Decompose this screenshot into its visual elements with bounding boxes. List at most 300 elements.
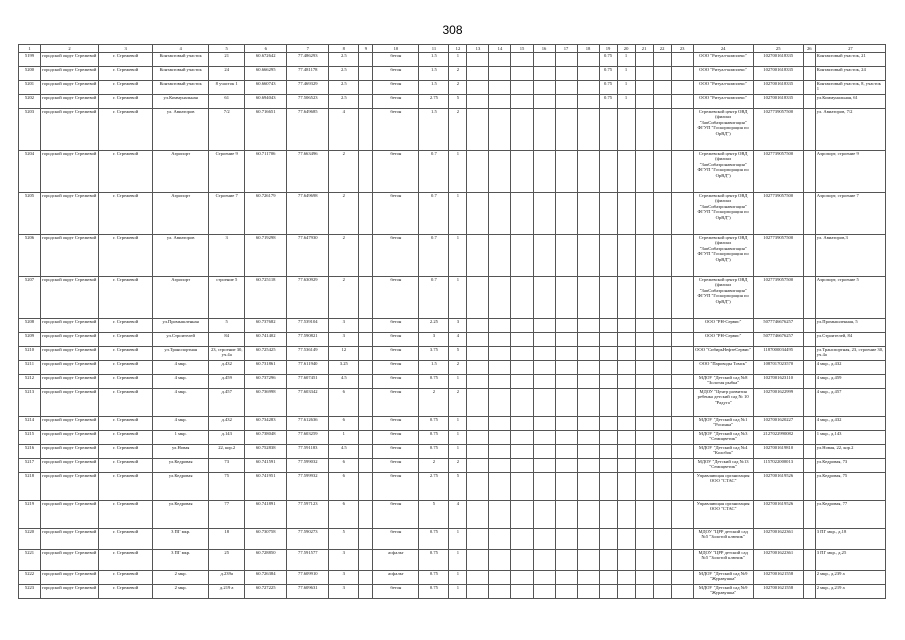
table-cell: 60.752838: [245, 445, 287, 459]
table-cell: 0.75: [599, 95, 617, 109]
table-cell: [533, 333, 555, 347]
table-cell: 1027001619526: [753, 473, 803, 501]
table-cell: [671, 109, 693, 151]
table-cell: [359, 333, 373, 347]
table-cell: [653, 67, 671, 81]
column-header: 11: [419, 45, 449, 53]
table-cell: 5220: [19, 529, 41, 550]
table-cell: [511, 95, 533, 109]
table-cell: 77.603259: [287, 431, 329, 445]
table-cell: 1027001622361: [753, 550, 803, 571]
table-cell: 5202: [19, 95, 41, 109]
table-cell: [359, 389, 373, 417]
table-cell: [671, 319, 693, 333]
table-cell: 60.716651: [245, 109, 287, 151]
table-cell: 1: [617, 53, 635, 67]
table-cell: бетон: [373, 389, 419, 417]
table-cell: г. Стрежевой: [99, 361, 153, 375]
table-cell: 5201: [19, 81, 41, 95]
table-cell: [555, 151, 577, 193]
table-cell: 12: [329, 347, 359, 361]
table-cell: г. Стрежевой: [99, 445, 153, 459]
table-cell: 77.649685: [287, 109, 329, 151]
column-header: 1: [19, 45, 41, 53]
table-cell: 60.741891: [245, 501, 287, 529]
table-cell: [577, 389, 599, 417]
table-cell: 60.731861: [245, 361, 287, 375]
table-cell: [467, 109, 489, 151]
table-cell: 5206: [19, 235, 41, 277]
table-cell: асфальт: [373, 571, 419, 585]
table-cell: 3: [329, 319, 359, 333]
table-cell: городской округ Стрежевой: [41, 235, 99, 277]
table-cell: Строение 7: [209, 193, 245, 235]
table-cell: [803, 95, 815, 109]
table-cell: 2.25: [419, 319, 449, 333]
table-cell: 1027001622361: [753, 529, 803, 550]
table-cell: [635, 319, 653, 333]
table-cell: 0.75: [419, 445, 449, 459]
table-cell: 84: [209, 333, 245, 347]
table-cell: [635, 501, 653, 529]
table-cell: 75: [209, 473, 245, 501]
column-header: 14: [489, 45, 511, 53]
table-cell: [577, 459, 599, 473]
table-cell: 1027739057500: [753, 109, 803, 151]
table-cell: [533, 109, 555, 151]
table-cell: [599, 585, 617, 599]
table-cell: [533, 585, 555, 599]
table-cell: 77.599032: [287, 459, 329, 473]
table-cell: МДОУ "Детский сад №9 "Журавушка": [693, 571, 753, 585]
table-cell: Аэропорт: [153, 277, 209, 319]
table-cell: 1027739057500: [753, 151, 803, 193]
table-cell: 60.672642: [245, 53, 287, 67]
table-cell: [359, 109, 373, 151]
table-cell: [467, 431, 489, 445]
table-cell: [671, 550, 693, 571]
table-cell: [359, 95, 373, 109]
table-cell: городской округ Стрежевой: [41, 277, 99, 319]
table-cell: [671, 347, 693, 361]
table-cell: [617, 375, 635, 389]
table-row: [19, 151, 886, 193]
table-cell: ООО "Ритуал-комплекс": [693, 81, 753, 95]
table-cell: Стрежевской центр ОВД (филиал "ЗапСибаэронавигация" ФГУП "Госкорпорация по ОрВД"): [693, 193, 753, 235]
table-cell: [617, 151, 635, 193]
table-cell: ул.Кедровая, 73: [815, 459, 885, 473]
table-cell: городской округ Стрежевой: [41, 550, 99, 571]
table-cell: г. Стрежевой: [99, 277, 153, 319]
table-cell: [489, 375, 511, 389]
table-cell: [617, 431, 635, 445]
table-cell: [467, 459, 489, 473]
table-cell: [653, 81, 671, 95]
table-cell: [671, 95, 693, 109]
column-header: 17: [555, 45, 577, 53]
table-cell: г. Стрежевой: [99, 81, 153, 95]
table-cell: [635, 459, 653, 473]
table-cell: 24: [209, 67, 245, 81]
table-cell: 6: [329, 389, 359, 417]
table-cell: 2: [449, 459, 467, 473]
table-cell: г. Стрежевой: [99, 193, 153, 235]
table-cell: [617, 235, 635, 277]
table-cell: МДОУ "Детский сад №13 "Семицветик": [693, 459, 753, 473]
table-cell: 61: [209, 95, 245, 109]
table-cell: 77.536149: [287, 347, 329, 361]
table-cell: 2: [329, 151, 359, 193]
table-cell: г. Стрежевой: [99, 95, 153, 109]
table-cell: [577, 431, 599, 445]
table-cell: [359, 277, 373, 319]
table-cell: 2 мкр., д.239 а: [815, 571, 885, 585]
table-row: [19, 81, 886, 95]
table-cell: [653, 193, 671, 235]
table-cell: [467, 67, 489, 81]
table-cell: [803, 431, 815, 445]
table-cell: [467, 445, 489, 459]
table-cell: [617, 277, 635, 319]
table-cell: городской округ Стрежевой: [41, 361, 99, 375]
table-cell: 1: [449, 431, 467, 445]
table-cell: МДОУ "Детский сад №9 "Журавушка": [693, 585, 753, 599]
table-cell: [635, 529, 653, 550]
table-cell: бетон: [373, 445, 419, 459]
table-cell: [359, 459, 373, 473]
table-cell: 1: [449, 193, 467, 235]
table-cell: [555, 459, 577, 473]
table-cell: [577, 319, 599, 333]
table-cell: г. Стрежевой: [99, 319, 153, 333]
table-cell: городской округ Стрежевой: [41, 501, 99, 529]
column-header: 20: [617, 45, 635, 53]
table-cell: [635, 333, 653, 347]
table-cell: Контактовый участок: [153, 53, 209, 67]
table-cell: [359, 473, 373, 501]
table-cell: 1: [617, 67, 635, 81]
table-cell: [617, 109, 635, 151]
table-cell: [635, 571, 653, 585]
table-cell: г. Стрежевой: [99, 235, 153, 277]
table-cell: 0.75: [599, 81, 617, 95]
table-cell: 77.647930: [287, 235, 329, 277]
table-cell: МДОУ "Детский сад №4 "Колобок": [693, 445, 753, 459]
table-cell: бетон: [373, 431, 419, 445]
table-cell: [635, 109, 653, 151]
table-cell: 4 мкр., д.457: [815, 389, 885, 417]
table-cell: [653, 417, 671, 431]
table-cell: [555, 347, 577, 361]
table-cell: [359, 501, 373, 529]
table-cell: 3 ПГ мкр., д.18: [815, 529, 885, 550]
table-cell: [653, 473, 671, 501]
table-cell: 5214: [19, 417, 41, 431]
table-cell: ул.Новая, 22, кор.2: [815, 445, 885, 459]
table-cell: [555, 473, 577, 501]
table-cell: [359, 431, 373, 445]
table-cell: 5215: [19, 431, 41, 445]
table-cell: [555, 431, 577, 445]
table-cell: 4 мкр.: [153, 375, 209, 389]
table-cell: [489, 319, 511, 333]
table-cell: [599, 151, 617, 193]
table-cell: [533, 501, 555, 529]
column-header: 15: [511, 45, 533, 53]
table-cell: городской округ Стрежевой: [41, 333, 99, 347]
table-cell: [803, 445, 815, 459]
table-cell: [467, 585, 489, 599]
table-cell: 21: [209, 53, 245, 67]
table-cell: [803, 81, 815, 95]
column-header: 18: [577, 45, 599, 53]
table-cell: [577, 95, 599, 109]
table-cell: Контактовый участок, 24: [815, 67, 885, 81]
table-cell: 77.612636: [287, 417, 329, 431]
table-cell: 1027739057500: [753, 235, 803, 277]
table-cell: 0.7: [419, 193, 449, 235]
table-cell: [511, 81, 533, 95]
table-cell: [489, 53, 511, 67]
table-cell: ООО "Пароводы Томск": [693, 361, 753, 375]
table-cell: ул. Авиаторов: [153, 235, 209, 277]
table-cell: [577, 361, 599, 375]
table-cell: 2 мкр.: [153, 585, 209, 599]
table-cell: городской округ Стрежевой: [41, 571, 99, 585]
table-cell: 1: [449, 571, 467, 585]
table-cell: городской округ Стрежевой: [41, 459, 99, 473]
table-cell: 3 ПГ мкр.: [153, 529, 209, 550]
table-cell: д.432: [209, 361, 245, 375]
table-cell: ООО "Ритуал-комплекс": [693, 53, 753, 67]
table-cell: 1027001618335: [753, 67, 803, 81]
table-cell: [489, 361, 511, 375]
table-cell: бетон: [373, 319, 419, 333]
table-cell: бетон: [373, 375, 419, 389]
table-cell: 1: [449, 277, 467, 319]
table-cell: г. Стрежевой: [99, 459, 153, 473]
table-cell: 1027001620227: [753, 417, 803, 431]
table-cell: [533, 53, 555, 67]
table-cell: бетон: [373, 473, 419, 501]
column-header: 12: [449, 45, 467, 53]
table-cell: 77.591577: [287, 550, 329, 571]
table-cell: [467, 571, 489, 585]
table-cell: г. Стрежевой: [99, 389, 153, 417]
table-cell: [803, 417, 815, 431]
table-cell: 0.75: [599, 53, 617, 67]
table-cell: г. Стрежевой: [99, 347, 153, 361]
table-cell: [577, 151, 599, 193]
table-cell: [617, 473, 635, 501]
table-row: [19, 473, 886, 501]
table-cell: бетон: [373, 585, 419, 599]
table-cell: [359, 193, 373, 235]
table-cell: городской округ Стрежевой: [41, 53, 99, 67]
table-cell: 25: [209, 550, 245, 571]
table-cell: Контактовый участок: [153, 81, 209, 95]
table-cell: 1: [449, 585, 467, 599]
table-cell: [577, 550, 599, 571]
column-header: 27: [815, 45, 885, 53]
table-cell: ул. Авиаторов, 7/2: [815, 109, 885, 151]
table-cell: 1027001619810: [753, 445, 803, 459]
table-cell: [533, 235, 555, 277]
table-cell: г. Стрежевой: [99, 585, 153, 599]
table-cell: [599, 501, 617, 529]
table-cell: 77: [209, 501, 245, 529]
table-cell: [533, 550, 555, 571]
table-cell: 2: [449, 389, 467, 417]
table-cell: [467, 550, 489, 571]
table-cell: [599, 445, 617, 459]
table-cell: [653, 445, 671, 459]
table-cell: [511, 347, 533, 361]
table-cell: [511, 501, 533, 529]
table-cell: [803, 235, 815, 277]
table-cell: 77.597123: [287, 501, 329, 529]
table-cell: 4: [449, 333, 467, 347]
table-row: [19, 235, 886, 277]
table-cell: 77.486293: [287, 53, 329, 67]
table-cell: 23, строение 30, уч.4а: [209, 347, 245, 361]
table-cell: [489, 431, 511, 445]
table-cell: 1027001623110: [753, 375, 803, 389]
table-cell: 4 мкр.: [153, 361, 209, 375]
table-cell: ул.Транспортная: [153, 347, 209, 361]
table-cell: [577, 53, 599, 67]
table-cell: [511, 417, 533, 431]
table-cell: 60.726384: [245, 571, 287, 585]
table-cell: 2: [329, 193, 359, 235]
table-cell: 5: [329, 529, 359, 550]
table-cell: [599, 235, 617, 277]
table-cell: 77.599932: [287, 473, 329, 501]
table-cell: [511, 361, 533, 375]
table-cell: [489, 235, 511, 277]
table-cell: городской округ Стрежевой: [41, 95, 99, 109]
table-cell: 5221: [19, 550, 41, 571]
table-cell: [617, 417, 635, 431]
table-cell: [635, 550, 653, 571]
table-cell: [359, 445, 373, 459]
table-cell: [599, 347, 617, 361]
table-cell: 1 мкр., д.143: [815, 431, 885, 445]
table-cell: 5212: [19, 375, 41, 389]
table-cell: городской округ Стрежевой: [41, 445, 99, 459]
table-cell: 2: [449, 67, 467, 81]
table-cell: 22, кор.2: [209, 445, 245, 459]
table-cell: 1: [449, 235, 467, 277]
table-cell: [489, 67, 511, 81]
table-cell: 2: [449, 81, 467, 95]
table-cell: 4 мкр.: [153, 417, 209, 431]
table-cell: [671, 389, 693, 417]
table-cell: 3.75: [419, 347, 449, 361]
table-cell: Аэропорт, строение 7: [815, 193, 885, 235]
table-cell: г. Стрежевой: [99, 473, 153, 501]
table-cell: [635, 151, 653, 193]
table-cell: 3: [329, 571, 359, 585]
table-cell: [671, 81, 693, 95]
table-cell: [555, 235, 577, 277]
table-cell: [555, 571, 577, 585]
table-cell: городской округ Стрежевой: [41, 109, 99, 151]
table-cell: 2.75: [419, 95, 449, 109]
table-cell: [359, 571, 373, 585]
table-cell: [577, 417, 599, 431]
table-cell: [803, 571, 815, 585]
table-cell: [489, 389, 511, 417]
table-cell: [511, 550, 533, 571]
column-header: 6: [245, 45, 287, 53]
table-cell: [489, 445, 511, 459]
table-cell: 4 мкр.: [153, 389, 209, 417]
table-cell: городской округ Стрежевой: [41, 585, 99, 599]
table-cell: 1027001618335: [753, 81, 803, 95]
table-cell: [803, 529, 815, 550]
column-header: 2: [41, 45, 99, 53]
table-cell: ул. Авиаторов: [153, 109, 209, 151]
table-cell: [555, 445, 577, 459]
table-cell: 1027001618335: [753, 53, 803, 67]
table-cell: Контактовый участок, 21: [815, 53, 885, 67]
table-cell: Аэропорт: [153, 193, 209, 235]
table-cell: 3: [329, 550, 359, 571]
table-cell: [511, 459, 533, 473]
table-cell: [803, 389, 815, 417]
table-cell: бетон: [373, 109, 419, 151]
table-cell: [533, 67, 555, 81]
table-cell: городской округ Стрежевой: [41, 529, 99, 550]
table-cell: [467, 95, 489, 109]
table-cell: 77.609631: [287, 585, 329, 599]
table-cell: [511, 333, 533, 347]
table-cell: 77.663496: [287, 151, 329, 193]
table-row: [19, 585, 886, 599]
table-cell: 8 участок 1: [209, 81, 245, 95]
table-cell: 60.730758: [245, 529, 287, 550]
table-cell: Управляющая организация ООО "СТАС": [693, 501, 753, 529]
table-cell: [555, 95, 577, 109]
table-cell: 1: [617, 81, 635, 95]
table-cell: [359, 361, 373, 375]
table-cell: ул.Коммунальная: [153, 95, 209, 109]
table-cell: г. Стрежевой: [99, 67, 153, 81]
table-cell: [533, 417, 555, 431]
column-header: 13: [467, 45, 489, 53]
table-cell: 60.660743: [245, 81, 287, 95]
table-cell: 1: [449, 151, 467, 193]
table-cell: 5200: [19, 67, 41, 81]
table-cell: [467, 151, 489, 193]
table-cell: 1027001621558: [753, 571, 803, 585]
table-cell: [671, 277, 693, 319]
table-cell: [359, 319, 373, 333]
table-cell: [671, 445, 693, 459]
table-cell: [555, 67, 577, 81]
table-cell: 5: [209, 319, 245, 333]
table-cell: Стрежевской центр ОВД (филиал "ЗапСибаэронавигация" ФГУП "Госкорпорация по ОрВД"): [693, 151, 753, 193]
table-cell: 4: [449, 501, 467, 529]
table-cell: [653, 235, 671, 277]
table-cell: 3.25: [329, 361, 359, 375]
table-cell: МДОУ "Центр развития ребенка детский сад № 10 "Радуга": [693, 389, 753, 417]
table-cell: 1.5: [419, 67, 449, 81]
table-cell: [671, 67, 693, 81]
table-cell: [803, 375, 815, 389]
table-cell: 1: [449, 529, 467, 550]
